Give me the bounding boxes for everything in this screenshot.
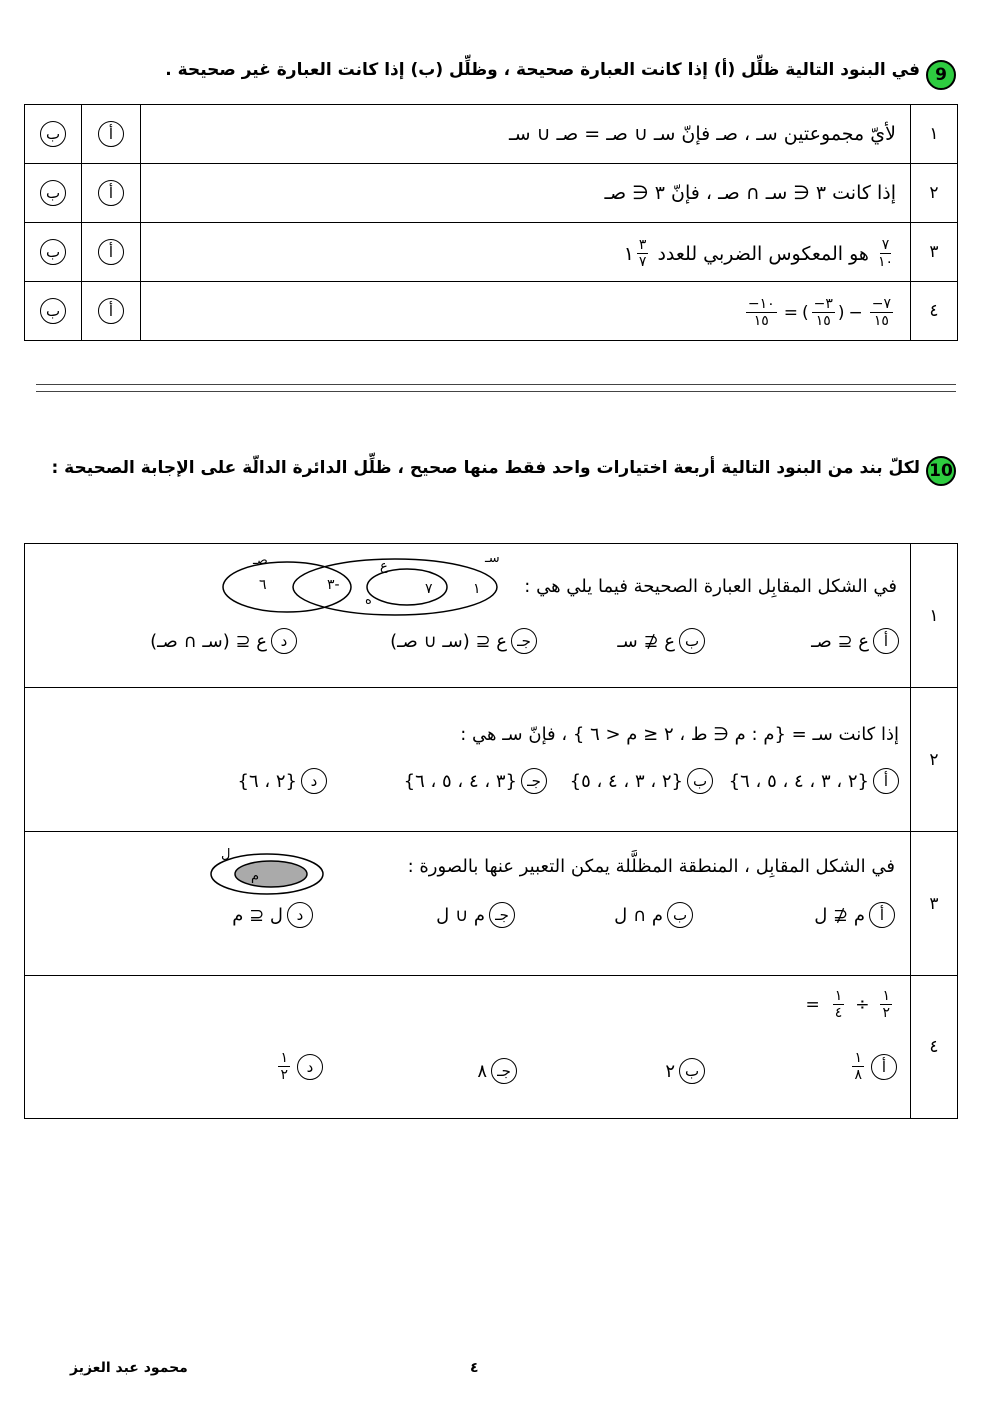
option-letter-circle[interactable]: ب [679,1058,705,1084]
choice-a-circle[interactable]: أ [98,121,124,147]
option-letter-circle[interactable]: جـ [489,902,515,928]
fraction: $\frac{١}{٢}$ [882,988,890,1022]
tf-row [25,223,958,282]
choice-a-circle[interactable]: أ [98,239,124,265]
mc-option-a[interactable]: أ م ⊈ ل [814,902,895,928]
mc-item-number: ٢ [910,688,957,831]
option-letter-circle[interactable]: د [297,1054,323,1080]
option-letter-circle[interactable]: ب [687,768,713,794]
mc-option-a[interactable]: أ $\frac{١}{٨}$ [849,1050,897,1083]
venn-value-1: ١ [473,581,481,597]
option-letter-circle[interactable]: جـ [521,768,547,794]
fraction: $\frac{٣-}{١٥}$ [813,295,833,329]
choice-b-circle[interactable]: ب [40,298,66,324]
option-letter-circle[interactable]: أ [869,902,895,928]
venn-label-e: ع [380,559,388,574]
section-divider [36,384,956,392]
mc-option-a[interactable]: أ {٢ ، ٣ ، ٤ ، ٥ ، ٦} [729,768,899,794]
mc-option-d[interactable]: د {٢ ، ٦} [237,768,327,794]
mc-item-number: ٣ [910,832,957,975]
tf-statement: إذا كانت ٣ ∈ سـ ∩ صـ ، فإنّ ٣ ∈ صـ [604,182,896,204]
choice-a-circle[interactable]: أ [98,298,124,324]
mc-option-d[interactable]: د ل ⊆ م [232,902,313,928]
mc-item-3 [24,831,958,976]
mc-option-b[interactable]: ب م ∩ ل [614,902,693,928]
venn-set-m-shaded [235,861,307,887]
venn-label-m: م [251,869,260,884]
choice-b-circle[interactable]: ب [40,121,66,147]
mc-question: إذا كانت سـ = {م : م ∈ ط ، ٢ ≤ م < ٦ } ، فإنّ سـ هي : [460,724,899,745]
tf-statement: $\frac{٧-}{١٥}$ − ( $\frac{٣-}{١٥}$ ) = $\frac{١٠-}{١٥}$ [747,295,891,329]
tf-row-number: ١ [911,105,958,164]
option-letter-circle[interactable]: أ [873,628,899,654]
mc-option-b[interactable]: ب ٢ [665,1058,705,1084]
tf-row [25,164,958,223]
mc-item-4 [24,975,958,1119]
option-letter-circle[interactable]: د [287,902,313,928]
option-letter-circle[interactable]: ب [679,628,705,654]
venn-value-3: ٣- [327,577,340,593]
option-letter-circle[interactable]: أ [871,1054,897,1080]
mc-item-1 [24,543,958,688]
venn-set-s [293,559,497,615]
choice-b-circle[interactable]: ب [40,180,66,206]
mc-question: $\frac{١}{٢}$ ÷ $\frac{١}{٤}$ = [805,988,890,1022]
venn-value-7: ٧ [425,581,433,597]
mc-item-number: ١ [910,544,957,687]
question-9-instruction: في البنود التالية ظلِّل (أ) إذا كانت العبارة صحيحة ، وظلِّل (ب) إذا كانت العبارة غير صحيحة . [165,60,920,80]
venn-label-p: صـ [253,553,268,568]
option-letter-circle[interactable]: د [271,628,297,654]
venn-diagram [215,548,515,624]
fraction: $\frac{٣}{٧}$ [638,236,647,270]
fraction: $\frac{١}{٤}$ [834,988,843,1022]
mc-option-c[interactable]: جـ ع ⊆ (سـ ∪ صـ) [390,628,537,654]
mc-question: في الشكل المقابِل العبارة الصحيحة فيما يلي هي : [524,576,897,597]
mc-option-c[interactable]: جـ ٨ [477,1058,517,1084]
venn-label-h: ه [365,593,372,608]
tf-row-number: ٣ [911,223,958,282]
mc-option-b[interactable]: ب {٢ ، ٣ ، ٤ ، ٥} [570,768,713,794]
tf-row [25,105,958,164]
venn-label-s: سـ [485,551,500,566]
option-letter-circle[interactable]: ب [667,902,693,928]
fraction: $\frac{١٠-}{١٥}$ [747,295,775,329]
true-false-table [24,104,958,341]
footer-author: محمود عبد العزيز [70,1360,188,1376]
option-letter-circle[interactable]: جـ [511,628,537,654]
fraction: $\frac{٧}{١٠}$ [877,236,893,270]
question-10-instruction: لكلّ بند من البنود التالية أربعة اختيارات واحد فقط منها صحيح ، ظلِّل الدائرة الدالّة على الإجابة الصحيحة : [51,458,920,478]
option-letter-circle[interactable]: جـ [491,1058,517,1084]
footer-page-number: ٤ [470,1360,479,1376]
mc-option-a[interactable]: أ ع ⊆ صـ [811,628,899,654]
mc-item-number: ٤ [910,976,957,1118]
question-10-number: 10 [926,456,956,486]
tf-row-number: ٢ [911,164,958,223]
mc-option-c[interactable]: جـ م ∪ ل [436,902,515,928]
venn-label-l: ل [221,847,231,862]
venn-set-e [367,569,447,605]
tf-row [25,282,958,341]
mc-item-2 [24,687,958,832]
venn-diagram-ml [201,844,325,896]
venn-value-6: ٦ [259,577,267,593]
tf-row-number: ٤ [911,282,958,341]
mc-question: في الشكل المقابِل ، المنطقة المظلَّلة يمكن التعبير عنها بالصورة : [407,856,895,877]
choice-a-circle[interactable]: أ [98,180,124,206]
tf-statement: لأيّ مجموعتين سـ ، صـ فإنّ سـ ∪ صـ = صـ ∪ سـ [509,123,896,145]
mc-option-d[interactable]: د ع ⊆ (سـ ∩ صـ) [150,628,297,654]
question-9-number: 9 [926,60,956,90]
option-letter-circle[interactable]: د [301,768,327,794]
choice-b-circle[interactable]: ب [40,239,66,265]
option-letter-circle[interactable]: أ [873,768,899,794]
mc-option-b[interactable]: ب ع ⊈ سـ [617,628,705,654]
mc-option-d[interactable]: د $\frac{١}{٢}$ [275,1050,323,1083]
mc-option-c[interactable]: جـ {٣ ، ٤ ، ٥ ، ٦} [404,768,547,794]
fraction: $\frac{٧-}{١٥}$ [871,295,891,329]
tf-statement: $\frac{٧}{١٠}$ هو المعكوس الضربي للعدد $\frac{٣}{٧}$ ١ [623,236,893,270]
